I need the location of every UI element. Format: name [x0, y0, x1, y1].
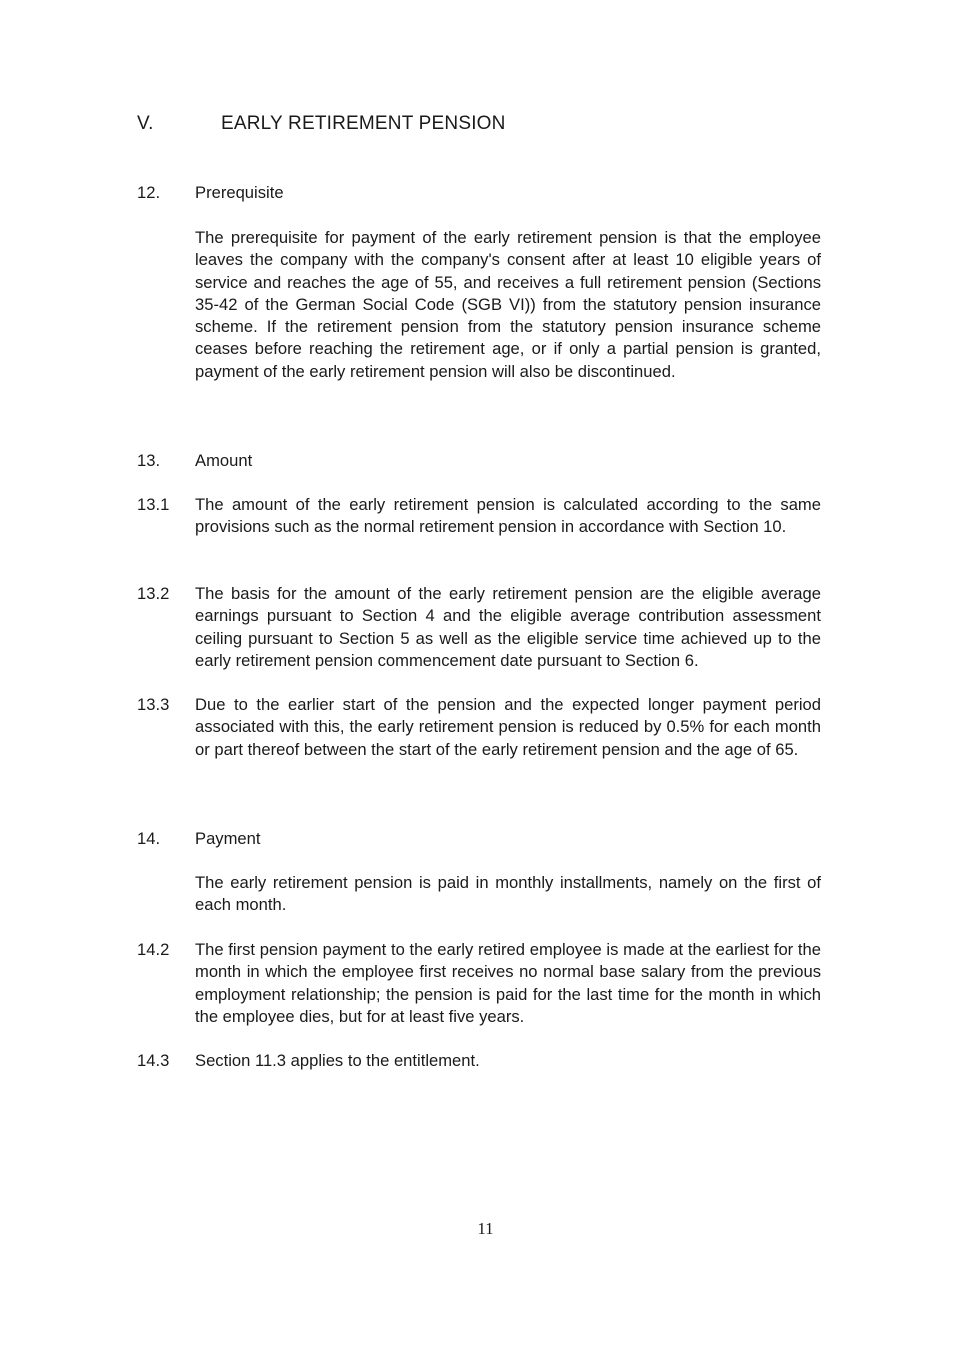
section-number: 12.	[137, 183, 161, 202]
clause-13-2	[137, 583, 821, 672]
page-number: 11	[477, 1219, 494, 1238]
section-14-body	[137, 872, 821, 917]
paragraph: The early retirement pension is paid in monthly installments, namely on the first of each month.	[195, 873, 821, 915]
clause-13-3	[137, 694, 821, 761]
section-number: 14.	[137, 829, 161, 848]
clause-14-3	[137, 1050, 821, 1072]
section-14-heading	[137, 828, 821, 850]
clause-text: The first pension payment to the early retired employee is made at the earliest for the month in which the employee first receives no normal base salary from the previous employment relationship; the pension is paid for the last time for the month in which the employee dies, but for at least five years.	[195, 940, 821, 1026]
clause-text: The basis for the amount of the early retirement pension are the eligible average earnings pursuant to Section 4 and the eligible average contribution assessment ceiling pursuant to Section 5 as well as the eligible service time achieved up to the early retirement pension commencement date pursuant to Section 6.	[195, 584, 821, 670]
chapter-number: V.	[137, 113, 154, 134]
section-13-heading	[137, 450, 821, 472]
section-heading-text: Payment	[195, 829, 261, 848]
clause-number: 13.3	[137, 695, 170, 714]
chapter-title: EARLY RETIREMENT PENSION	[221, 113, 506, 134]
clause-text: The amount of the early retirement pension is calculated according to the same provisions such as the normal retirement pension in accordance with Section 10.	[195, 495, 821, 537]
clause-text: Section 11.3 applies to the entitlement.	[195, 1051, 480, 1070]
section-12-heading	[137, 182, 821, 204]
section-heading-text: Amount	[195, 451, 253, 470]
clause-number: 14.2	[137, 940, 170, 959]
section-heading-text: Prerequisite	[195, 183, 284, 202]
clause-number: 13.1	[137, 495, 170, 514]
paragraph: The prerequisite for payment of the early retirement pension is that the employee leaves the company with the company's consent after at least 10 eligible years of service and reaches the age of 55, and receives a full retirement pension (Sections 35-42 of the German Social Code (SGB VI)) from the statutory pension insurance scheme. If the retirement pension from the statutory pension insurance scheme ceases before reaching the retirement age, or if only a partial pension is granted, payment of the early retirement pension will also be discontinued.	[195, 228, 821, 381]
clause-13-1	[137, 494, 821, 539]
clause-14-2	[137, 939, 821, 1028]
clause-text: Due to the earlier start of the pension and the expected longer payment period associated with this, the early retirement pension is reduced by 0.5% for each month or part thereof between the start of the early retirement pension and the age of 65.	[195, 695, 821, 759]
clause-number: 13.2	[137, 584, 170, 603]
clause-number: 14.3	[137, 1051, 170, 1070]
section-12-body	[137, 227, 821, 383]
section-number: 13.	[137, 451, 161, 470]
